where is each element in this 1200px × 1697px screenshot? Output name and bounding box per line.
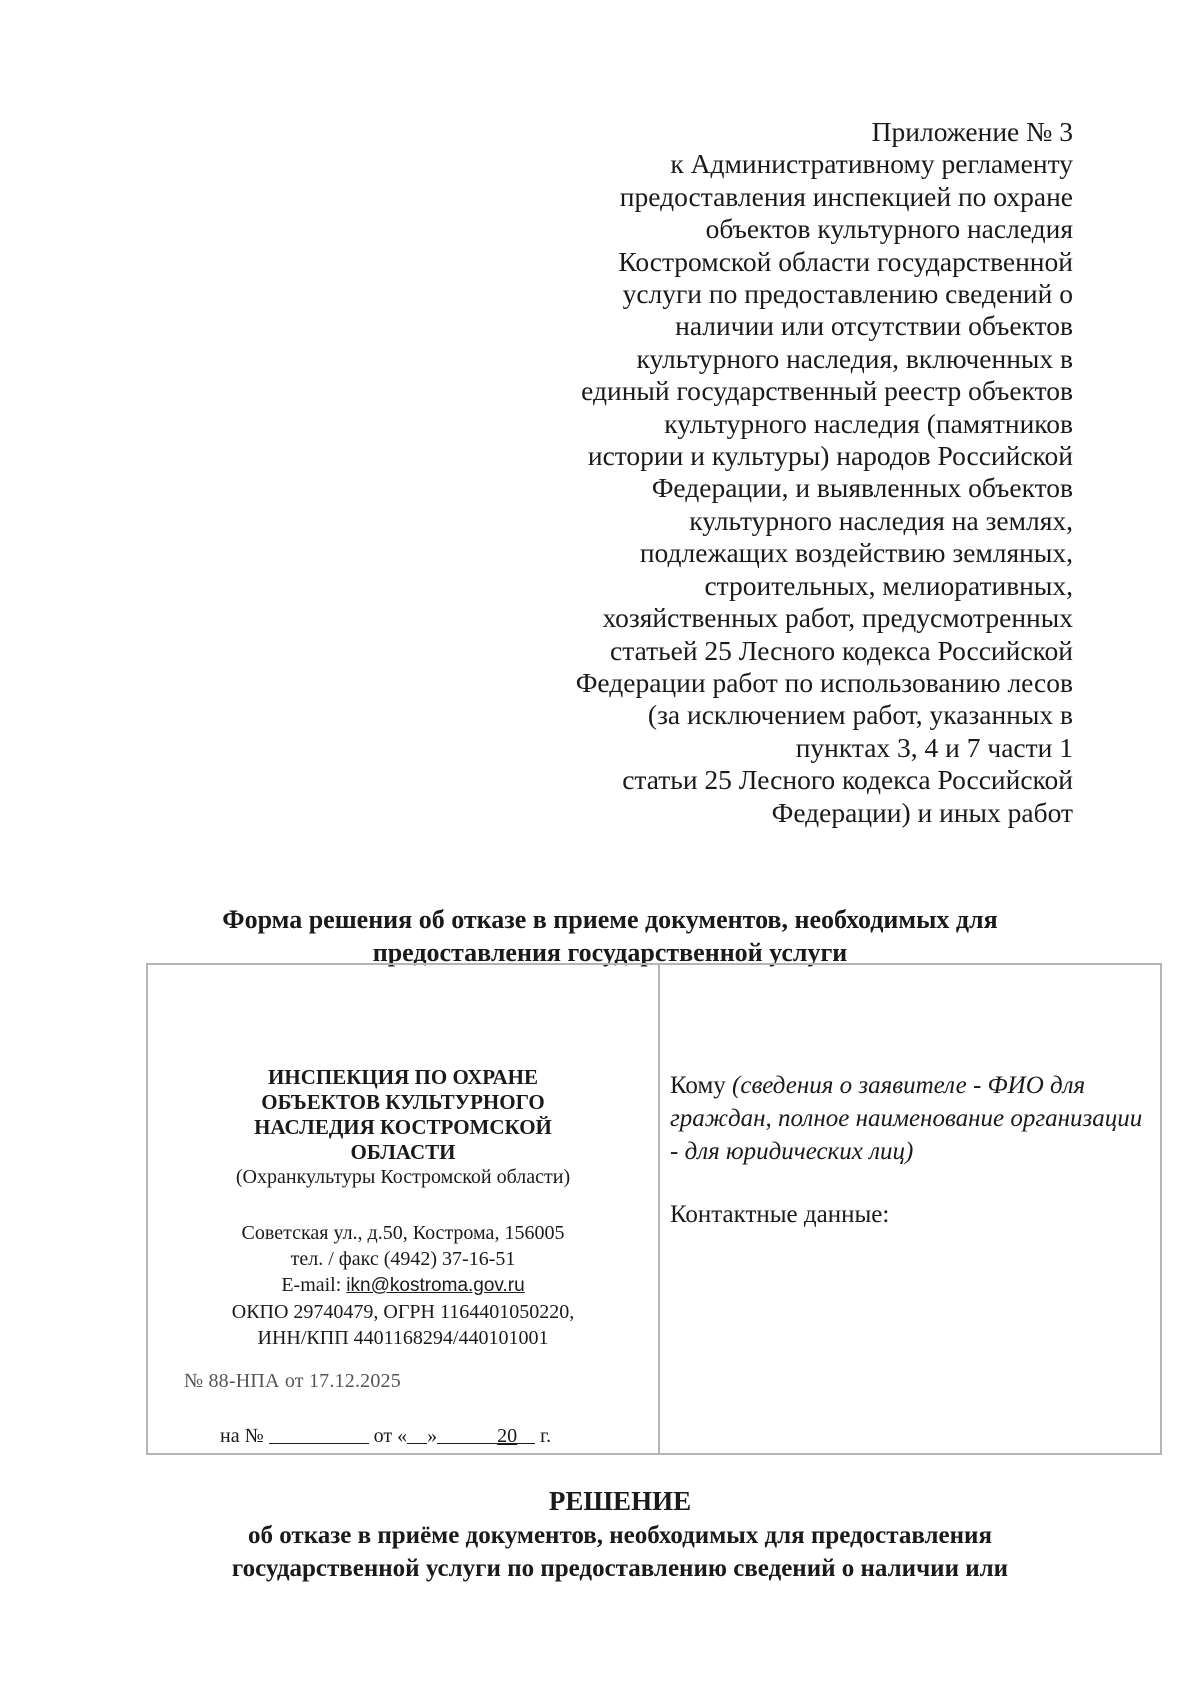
appendix-line: истории и культуры) народов Российской [587,440,1073,472]
issuer-short-name: (Охранкультуры Костромской области) [235,1166,571,1188]
column-divider [658,965,660,1453]
appendix-line: строительных, мелиоративных, [704,569,1073,601]
recipient-hint: (сведения о заявителе - ФИО для граждан, полное наименование организации - для юридических лиц) [670,1072,1143,1165]
reference-line [220,1425,551,1448]
decision-subtitle-line: государственной услуги по предоставлению сведений о наличии или [231,1555,1009,1582]
ref-from: от « [373,1425,408,1447]
issuer-email-row [148,1272,658,1299]
ref-number-blank [269,1425,369,1444]
ref-prefix: на № [220,1425,264,1447]
issuer-name-line: ИНСПЕКЦИЯ ПО ОХРАНЕ [268,1065,538,1089]
issuer-inn-kpp: ИНН/КПП 4401168294/440101001 [257,1327,549,1349]
appendix-line: наличии или отсутствии объектов [675,310,1073,342]
appendix-header [513,116,1073,829]
issuer-name [148,1065,658,1165]
issuer-okpo-ogrn: ОКПО 29740479, ОГРН 1164401050220, [231,1301,575,1323]
decision-title [140,1483,1100,1585]
registration-number: № 88-НПА от 17.12.2025 [184,1370,401,1392]
appendix-line: (за исключением работ, указанных в [647,699,1073,731]
appendix-line: хозяйственных работ, предусмотренных [602,602,1073,634]
appendix-line: Приложение № 3 [871,116,1073,147]
recipient-cell [670,1069,1150,1231]
appendix-line: к Административному регламенту [670,148,1073,180]
appendix-line: подлежащих воздействию земляных, [639,537,1073,569]
appendix-line: Федерации работ по использованию лесов [575,666,1073,698]
issuer-phone: тел. / факс (4942) 37-16-51 [290,1248,516,1270]
appendix-line: Федерации) и иных работ [771,796,1073,828]
appendix-line: единый государственный реестр объектов [581,375,1073,407]
decision-heading: РЕШЕНИЕ [548,1486,692,1516]
issuer-address: Советская ул., д.50, Кострома, 156005 [241,1222,565,1244]
appendix-line: культурного наследия (памятников [664,407,1073,439]
appendix-line: статьи 25 Лесного кодекса Российской [622,764,1073,796]
appendix-line: культурного наследия на землях, [689,504,1073,536]
recipient-block [670,1069,1150,1168]
appendix-line: услуги по предоставлению сведений о [622,278,1073,310]
recipient-label: Кому [670,1072,726,1099]
appendix-line: пунктах 3, 4 и 7 части 1 [795,731,1073,763]
ref-year: 20 [497,1425,518,1447]
email-link[interactable]: ikn@kostroma.gov.ru [346,1275,525,1296]
issuer-name-line: ОБЪЕКТОВ КУЛЬТУРНОГО [261,1090,545,1114]
email-label: E-mail: [281,1274,342,1296]
contacts-label: Контактные данные: [670,1201,890,1228]
appendix-line: объектов культурного наследия [705,213,1073,245]
appendix-line: Федерации, и выявленных объектов [651,472,1073,504]
ref-year-blank [517,1425,535,1444]
ref-close: » [427,1425,438,1447]
form-title-line: Форма решения об отказе в приеме документов, необходимых для [222,905,998,934]
decision-subtitle-line: об отказе в приёме документов, необходимых для предоставления [248,1522,992,1549]
issuer-contacts [148,1220,658,1351]
form-title [140,903,1080,969]
appendix-line: предоставления инспекцией по охране [619,180,1073,212]
ref-suffix: г. [540,1425,552,1447]
form-title-line: предоставления государственной услуги [372,938,848,967]
appendix-line: Костромской области государственной [618,245,1073,277]
appendix-line: культурного наследия, включенных в [636,342,1073,374]
appendix-line: статьей 25 Лесного кодекса Российской [610,634,1073,666]
ref-month-blank [437,1425,497,1444]
letterhead-table [146,963,1162,1455]
issuer-name-line: ОБЛАСТИ [350,1140,456,1164]
ref-day-blank [407,1425,427,1444]
issuer-cell [148,965,658,1453]
issuer-name-line: НАСЛЕДИЯ КОСТРОМСКОЙ [254,1115,552,1139]
